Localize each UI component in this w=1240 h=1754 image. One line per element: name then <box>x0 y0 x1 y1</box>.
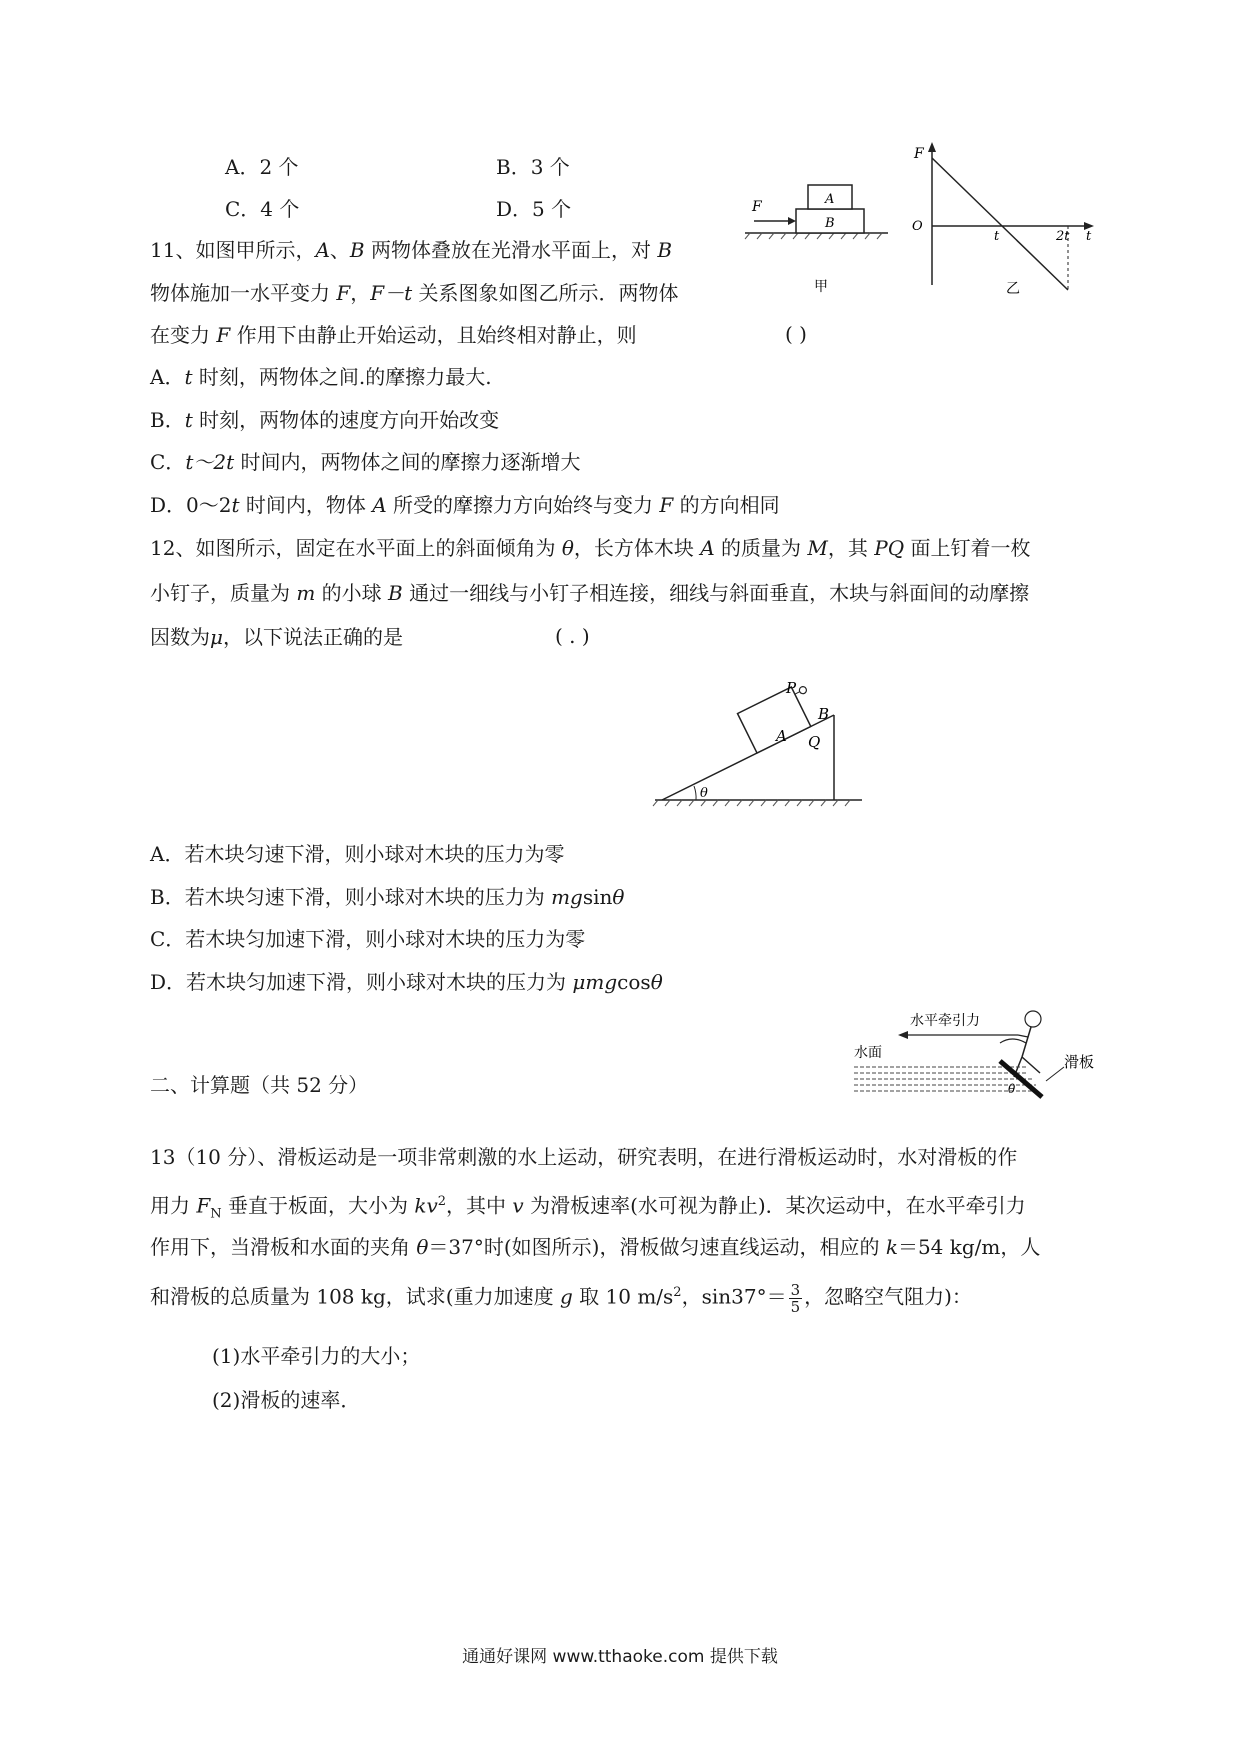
q10-option-d: D．5 个 <box>496 197 572 221</box>
q12-option-b: B．若木块匀速下滑，则小球对木块的压力为 mgsinθ <box>150 885 625 909</box>
q10-option-a: A．2 个 <box>225 155 299 179</box>
fig13-label-pull: 水平牵引力 <box>910 1013 980 1029</box>
fraction-3-5: $\frac{3}{5}$ <box>790 1280 801 1316</box>
q13-line-2: 用力 $F_N$ 垂直于板面，大小为 $kv^2$，其中 v 为滑板速率(水可视为静止)．某次运动中，在水平牵引力 <box>150 1193 1026 1222</box>
q12-answer-paren: ( . ) <box>555 624 590 648</box>
q12-line-3: 因数为μ，以下说法正确的是 <box>150 625 403 649</box>
fig11b-label-o: O <box>912 219 923 234</box>
section-2-title: 二、计算题（共 52 分） <box>150 1073 369 1097</box>
figure-11-yi <box>910 140 1100 300</box>
q12-line-1: 12、如图所示，固定在水平面上的斜面倾角为 θ，长方体木块 A 的质量为 M，其 PQ 面上钉着一枚 <box>150 536 1031 560</box>
fig12-label-b: B <box>818 705 830 723</box>
q11-option-d: D．0～2t 时间内，物体 A 所受的摩擦力方向始终与变力 F 的方向相同 <box>150 493 780 517</box>
fig13-label-board: 滑板 <box>1064 1053 1095 1071</box>
q12-option-a: A．若木块匀速下滑，则小球对木块的压力为零 <box>150 842 565 866</box>
q11-option-b: B．t 时刻，两物体的速度方向开始改变 <box>150 408 500 432</box>
q11-line-2: 物体施加一水平变力 F，F－t 关系图象如图乙所示．两物体 <box>150 281 679 305</box>
fig11b-caption: 乙 <box>1006 281 1020 297</box>
fig13-label-theta: θ <box>1008 1082 1016 1096</box>
q13-line-4: 和滑板的总质量为 108 kg，试求(重力加速度 g 取 10 $m/s^2$，sin37°＝ $\frac{3}{5}$ ，忽略空气阻力)： <box>150 1280 972 1316</box>
fig11b-label-2t: 2t <box>1056 229 1070 244</box>
q11-line-1: 11、如图甲所示，A、B 两物体叠放在光滑水平面上，对 B <box>150 238 673 262</box>
q13-line-1: 13（10 分）、滑板运动是一项非常刺激的水上运动，研究表明，在进行滑板运动时，水对滑板的作 <box>150 1145 1018 1169</box>
q10-option-c: C．4 个 <box>225 197 300 221</box>
fig13-label-water: 水面 <box>854 1045 882 1061</box>
q11-option-c: C．t～2t 时间内，两物体之间的摩擦力逐渐增大 <box>150 450 581 474</box>
figure-11-jia <box>740 165 890 295</box>
fig12-label-p: P <box>786 679 797 697</box>
q13-line-3: 作用下，当滑板和水面的夹角 θ＝37°时(如图所示)，滑板做匀速直线运动，相应的 k＝54 kg/m，人 <box>150 1235 1041 1259</box>
q12-option-d: D．若木块匀加速下滑，则小球对木块的压力为 μmgcosθ <box>150 970 663 994</box>
figure-13-waterski <box>850 1005 1110 1105</box>
fig12-label-theta: θ <box>700 786 708 801</box>
q13-sub-2: (2)滑板的速率． <box>212 1388 361 1412</box>
fig11a-label-b: B <box>825 216 835 231</box>
figure-12-incline <box>650 675 870 815</box>
q13-sub-1: (1)水平牵引力的大小； <box>212 1344 421 1368</box>
fig11b-label-f: F <box>914 146 924 162</box>
fig11a-caption: 甲 <box>814 279 828 295</box>
q12-line-2: 小钉子，质量为 m 的小球 B 通过一细线与小钉子相连接，细线与斜面垂直，木块与斜面间的动摩擦 <box>150 581 1030 605</box>
q11-option-a: A．t 时刻，两物体之间.的摩擦力最大. <box>150 365 492 389</box>
q12-option-c: C．若木块匀加速下滑，则小球对木块的压力为零 <box>150 927 586 951</box>
q11-line-3: 在变力 F 作用下由静止开始运动，且始终相对静止，则 <box>150 323 637 347</box>
fig11a-label-a: A <box>825 192 835 207</box>
page-footer: 通通好课网 www.tthaoke.com 提供下载 <box>462 1647 778 1667</box>
q10-option-b: B．3 个 <box>496 155 570 179</box>
fig12-label-a: A <box>776 727 787 745</box>
fig11b-label-t: t <box>994 229 1000 244</box>
fig11a-label-f: F <box>752 199 762 215</box>
q11-answer-paren: ( ) <box>785 322 807 346</box>
fig11b-axis-t: t <box>1086 229 1092 244</box>
fig12-label-q: Q <box>808 733 821 751</box>
